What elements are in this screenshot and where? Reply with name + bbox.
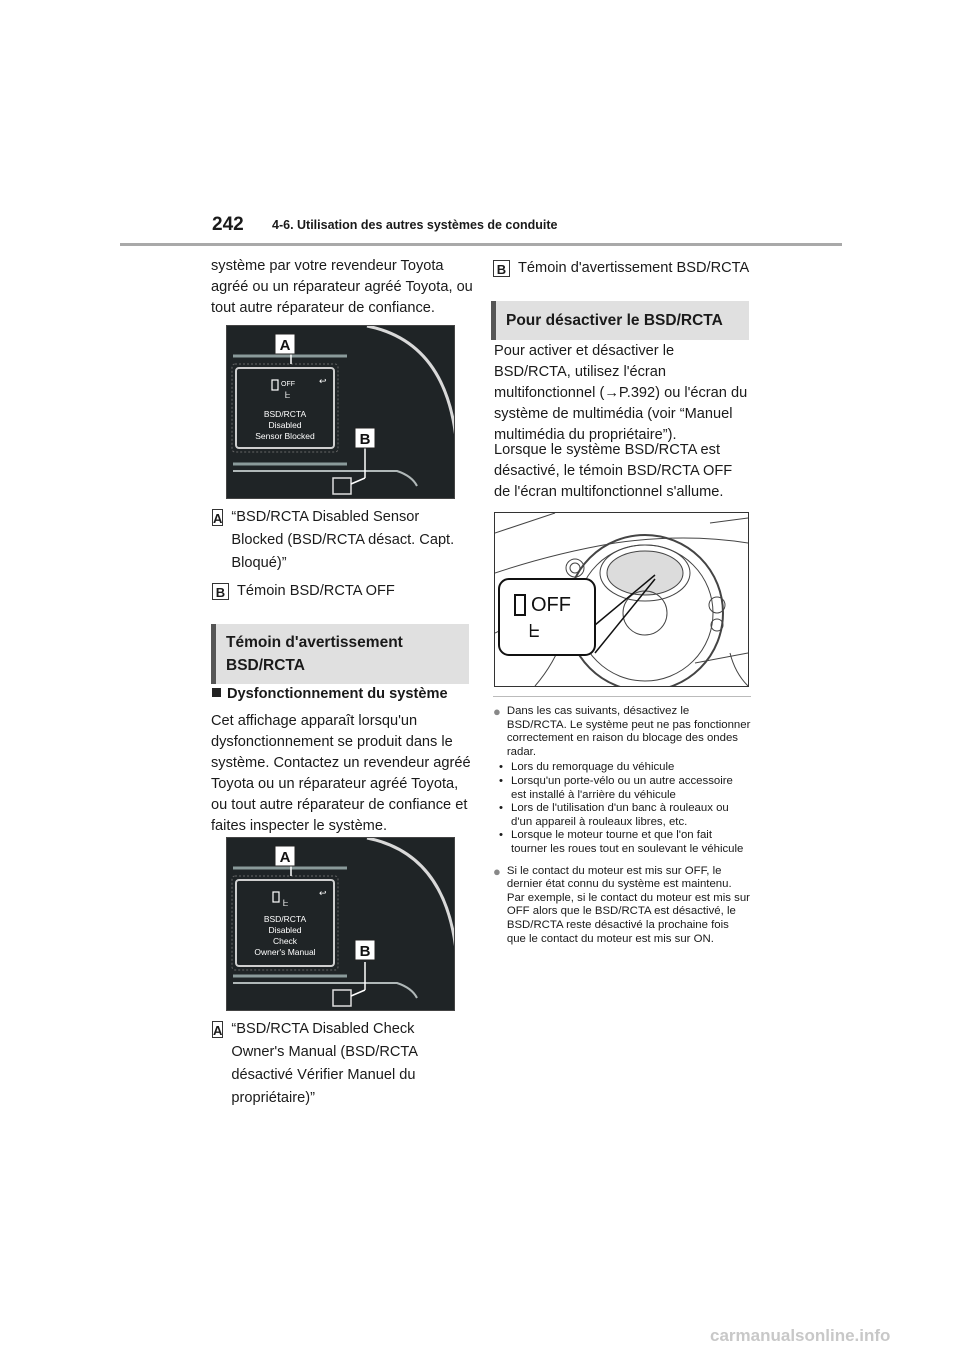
disable-paragraph-1: Pour activer et désactiver le BSD/RCTA, utilisez l'écran multifonctionnel (→P.392) ou l'écran du système de multimédia (voir “Manuel multimédia du propriétaire”).	[494, 343, 748, 443]
caption-b-off-indicator	[212, 580, 470, 603]
screen-line2: Disabled	[268, 420, 302, 430]
intro-paragraph: système par votre revendeur Toyota agréé ou un réparateur agréé Toyota, ou tout autre réparateur de confiance.	[211, 258, 473, 316]
off-indicator-callout	[499, 579, 595, 655]
screen-line1: BSD/RCTA	[263, 409, 307, 419]
caption-a-check-manual	[212, 1018, 470, 1110]
callout-off-text: OFF	[531, 594, 571, 616]
circle-bullet-icon: ●	[493, 704, 501, 719]
caption-text: Témoin d'avertissement BSD/RCTA	[518, 260, 750, 276]
screen-line1: BSD/RCTA	[263, 914, 307, 924]
callout-b: B	[359, 431, 371, 448]
figure-cockpit	[494, 512, 749, 687]
circle-bullet-icon: ●	[493, 863, 501, 879]
box-title-warning-indicator: Témoin d'avertissement BSD/RCTA	[211, 624, 469, 684]
svg-text:ᖶ: ᖶ	[283, 898, 289, 908]
section-title: 4-6. Utilisation des autres systèmes de conduite	[272, 218, 558, 232]
figure-display-sensor-blocked	[226, 325, 455, 499]
screen-line4: Owner's Manual	[254, 947, 316, 957]
figure-display-check-manual	[226, 837, 455, 1011]
malfunction-paragraph: Cet affichage apparaît lorsqu'un dysfonctionnement se produit dans le système. Contactez un revendeur agréé Toyota ou un réparateur agréé Toyota, ou tout autre réparateur de confiance et faites inspecter le système.	[211, 713, 471, 834]
disable-paragraph-2: Lorsque le système BSD/RCTA est désactivé, le témoin BSD/RCTA OFF de l'écran multifonctionnel s'allume.	[494, 442, 733, 500]
caption-b-warning-indicator	[493, 257, 755, 280]
screen-line3: Sensor Blocked	[255, 431, 315, 441]
svg-text:ᖶ: ᖶ	[529, 621, 540, 641]
note-1: ● Dans les cas suivants, désactivez le BSD/RCTA. Le système peut ne pas fonctionner correctement en raison du blocage des ondes radar.	[493, 704, 751, 758]
caption-text: “BSD/RCTA Disabled Check Owner's Manual (BSD/RCTA désactivé Vérifier Manuel du propriétaire)”	[231, 1021, 418, 1106]
callout-a: A	[279, 337, 291, 354]
caption-a-sensor-blocked	[212, 506, 470, 575]
note-1-item: • Lors de l'utilisation d'un banc à rouleaux ou d'un appareil à rouleaux libres, etc.	[499, 802, 729, 828]
label-b: B	[493, 260, 510, 277]
caption-text: “BSD/RCTA Disabled Sensor Blocked (BSD/RCTA désact. Capt. Bloqué)”	[231, 509, 455, 571]
notes-divider	[493, 696, 751, 697]
note-1-item: • Lorsque le moteur tourne et que l'on fait tourner les roues tout en soulevant le véhicule	[499, 829, 744, 855]
caption-text: Témoin BSD/RCTA OFF	[237, 583, 395, 599]
screen-line2: Disabled	[268, 925, 302, 935]
back-icon: ↩	[319, 376, 327, 386]
watermark: carmanualsonline.info	[710, 1326, 891, 1345]
note-2: ● Si le contact du moteur est mis sur OFF, le dernier état connu du système est maintenu. Par exemple, si le contact du moteur est mis sur OFF alors que le BSD/RCTA est désactivé, le BSD/RCTA reste désactivé la prochaine fois que le contact du moteur est mis sur ON.	[493, 863, 750, 945]
back-icon: ↩	[319, 888, 327, 898]
label-b: B	[212, 583, 229, 600]
note-1-item: • Lors du remorquage du véhicule	[499, 761, 675, 774]
callout-a: A	[279, 849, 291, 866]
page-number: 242	[212, 214, 244, 235]
icon-off-text: OFF	[281, 381, 295, 388]
label-a: A	[213, 511, 223, 526]
label-a: A	[213, 1023, 223, 1038]
screen-line3: Check	[272, 936, 298, 946]
square-bullet-icon	[212, 688, 221, 697]
malfunction-heading: Dysfonctionnement du système	[212, 686, 448, 702]
header-divider	[120, 243, 842, 246]
callout-b: B	[359, 943, 371, 960]
notes-block	[493, 705, 751, 948]
box-title-disable: Pour désactiver le BSD/RCTA	[491, 301, 749, 340]
svg-text:ᖶ: ᖶ	[285, 390, 291, 400]
note-1-item: • Lorsqu'un porte-vélo ou un autre accessoire est installé à l'arrière du véhicule	[499, 774, 733, 801]
